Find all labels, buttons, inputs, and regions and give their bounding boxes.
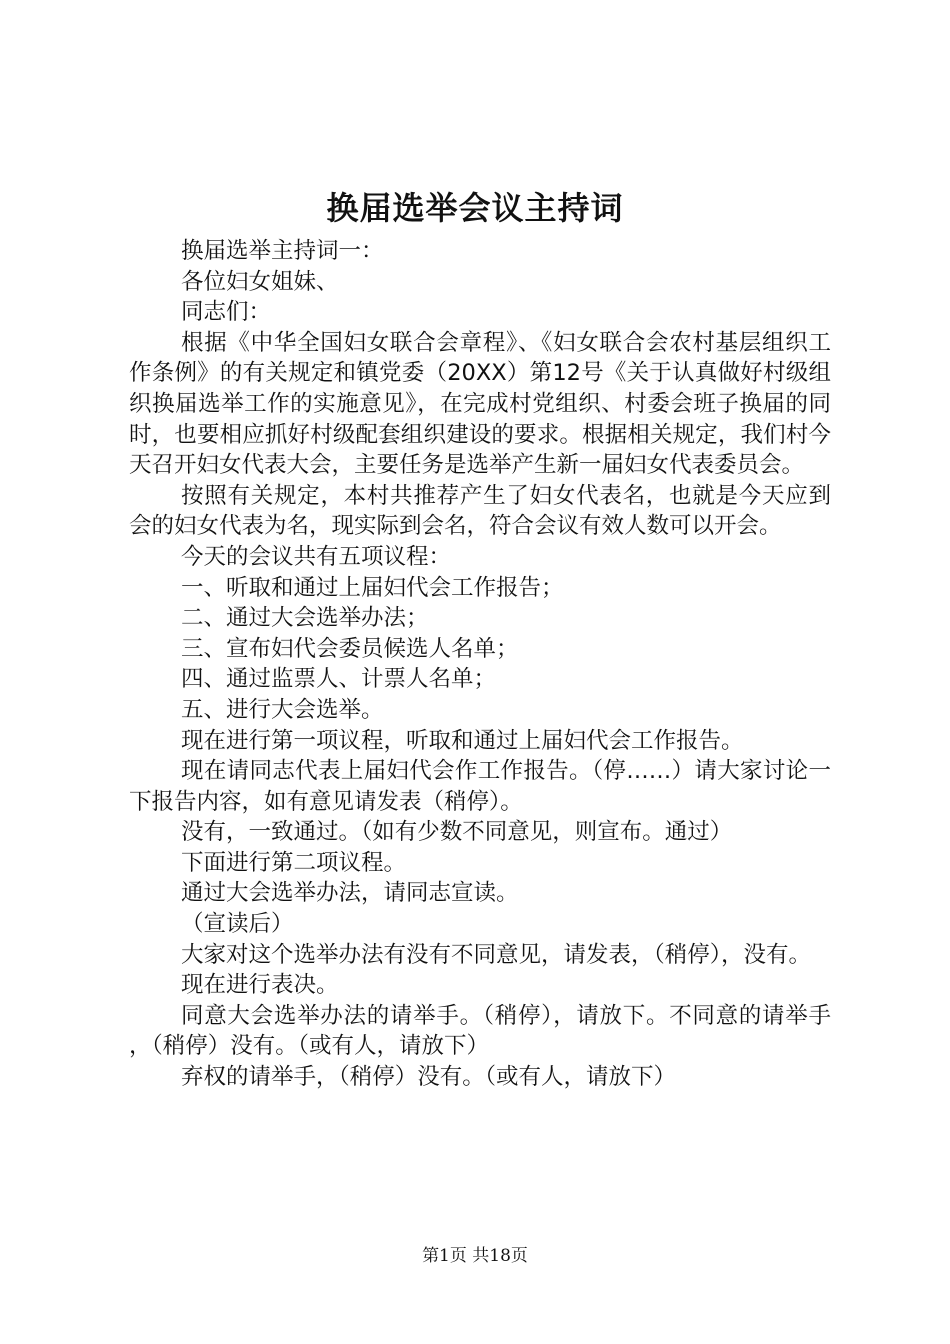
page-footer: 第1页 共18页 (422, 1246, 528, 1266)
paragraph: 现在请同志代表上届妇代会作工作报告。（停……）请大家讨论一下报告内容，如有意见请发表（稍停）。 (129, 758, 831, 815)
paragraph: 换届选举主持词一： (181, 238, 384, 264)
agenda-item: 五、进行大会选举。 (181, 696, 384, 723)
paragraph: 下面进行第二项议程。 (181, 849, 407, 876)
paragraph: （宣读后） (181, 911, 294, 938)
paragraph: 通过大会选举办法，请同志宣读。 (181, 880, 519, 907)
agenda-item: 四、通过监票人、计票人名单； (181, 666, 497, 693)
paragraph: 现在进行表决。 (181, 972, 339, 999)
paragraph: 没有，一致通过。（如有少数不同意见，则宣布。通过） (181, 819, 733, 846)
agenda-item: 一、听取和通过上届妇代会工作报告； (181, 574, 564, 601)
paragraph: 大家对这个选举办法有没有不同意见，请发表，（稍停），没有。 (181, 941, 812, 968)
paragraph: 现在进行第一项议程，听取和通过上届妇代会工作报告。 (181, 727, 744, 754)
paragraph: 弃权的请举手，（稍停）没有。（或有人，请放下） (181, 1064, 677, 1091)
agenda-item: 三、宣布妇代会委员候选人名单； (181, 635, 519, 662)
paragraph: 按照有关规定，本村共推荐产生了妇女代表名，也就是今天应到会的妇女代表为名，现实际到会名，符合会议有效人数可以开会。 (129, 482, 831, 540)
document-title: 换届选举会议主持词 (326, 189, 624, 227)
paragraph: 今天的会议共有五项议程： (181, 543, 452, 570)
agenda-item: 二、通过大会选举办法； (181, 605, 429, 632)
paragraph: 同意大会选举办法的请举手。（稍停），请放下。不同意的请举手，（稍停）没有。（或有人，请放下） (129, 1002, 831, 1060)
paragraph: 同志们： (181, 299, 272, 326)
document-body (129, 236, 831, 1093)
paragraph: 根据《中华全国妇女联合会章程》、《妇女联合会农村基层组织工作条例》的有关规定和镇党委（20XX）第12号《关于认真做好村级组织换届选举工作的实施意见》，在完成村党组织、村委会班子换届的同时，也要相应抓好村级配套组织建设的要求。根据相关规定，我们村今天召开妇女代表大会，主要任务是选举产生新一届妇女代表委员会。 (129, 329, 831, 479)
paragraph: 各位妇女姐妹、 (181, 268, 339, 295)
